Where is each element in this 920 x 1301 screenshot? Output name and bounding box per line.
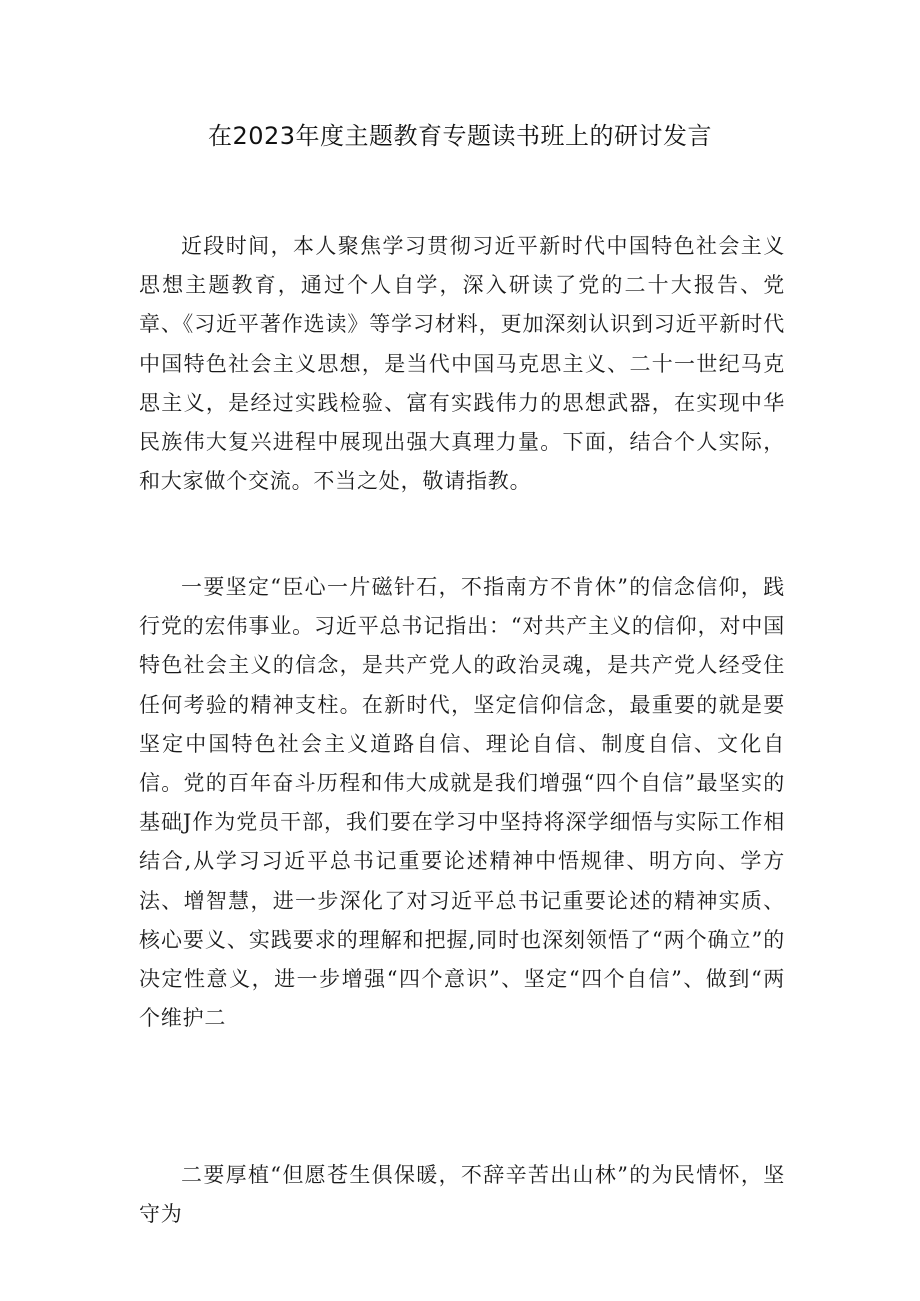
body-paragraph-point-one xyxy=(139,568,785,1038)
paragraph-text: 二要厚植“但愿苍生俱保暖，不辞辛苦出山林”的为民情怀，坚守为 xyxy=(139,1163,785,1227)
paragraph-text: 一要坚定“臣心一片磁针石，不指南方不肯休”的信念信仰，践行党的宏伟事业。习近平总书记指出：“对共产主义的信仰，对中国特色社会主义的信念，是共产党人的政治灵魂，是共产党人经受住任何考验的精神支柱。在新时代，坚定信仰信念，最重要的就是要坚定中国特色社会主义道路自信、理论自信、制度自信、文化自信。党的百年奋斗历程和伟大成就是我们增强“四个自信”最坚实的基础J作为党员干部，我们要在学习中坚持将深学细悟与实际工作相结合,从学习习近平总书记重要论述精神中悟规律、明方向、学方法、增智慧，进一步深化了对习近平总书记重要论述的精神实质、核心要义、实践要求的理解和把握,同时也深刻领悟了“两个确立”的决定性意义，进一步增强“四个意识”、坚定“四个自信”、做到“两个维护二 xyxy=(139,575,785,1031)
body-paragraph-intro xyxy=(139,227,785,501)
paragraph-text: 近段时间，本人聚焦学习贯彻习近平新时代中国特色社会主义思想主题教育，通过个人自学，深入研读了党的二十大报告、党章、《习近平著作选读》等学习材料，更加深刻认识到习近平新时代中国特色社会主义思想，是当代中国马克思主义、二十一世纪马克思主义，是经过实践检验、富有实践伟力的思想武器，在实现中华民族伟大复兴进程中展现出强大真理力量。下面，结合个人实际，和大家做个交流。不当之处，敬请指教。 xyxy=(139,234,785,494)
document-title: 在2023年度主题教育专题读书班上的研讨发言 xyxy=(207,122,713,150)
body-paragraph-point-two xyxy=(139,1156,785,1234)
